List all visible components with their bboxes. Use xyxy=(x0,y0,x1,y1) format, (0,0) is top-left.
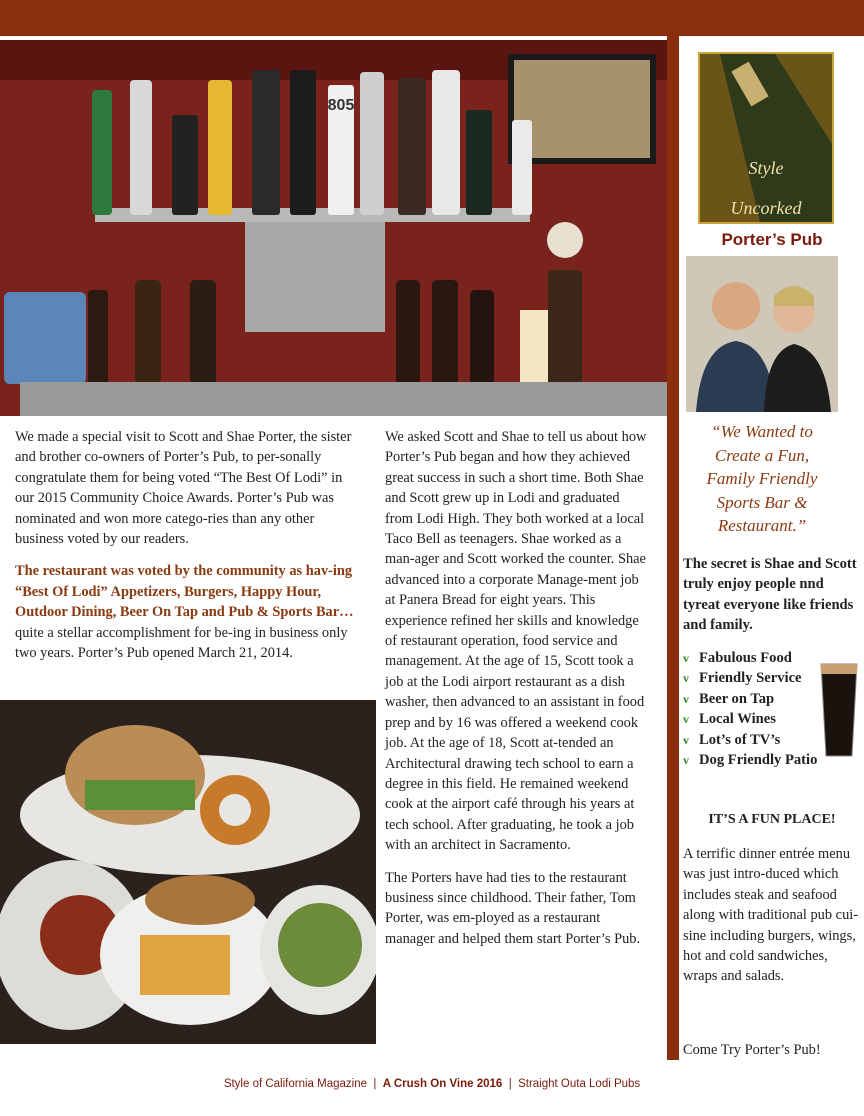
beer-taps-photo xyxy=(0,40,667,416)
article-paragraph: We asked Scott and Shae to tell us about how Porter’s Pub began and how they achieved great success in such a short time. Both Shae and Scott grew up in Lodi and graduated from Lodi High. They both worked at a local Taco Bell as teenagers. Shae worked as a man-ager and Scott worked the counter. Shae advanced into a corporate Manage-ment job at Panera Bread for eight years. This experience refined her skills and knowledge of restaurant operation, food service and management. At the age of 15, Scott took a job at the Lodi airport restaurant as a dish washer, then advanced to an assistant in food prep and by 16 was offered a weekend cook job. At the age of 18, Scott at-tended an Architectural drawing tech school to earn a degree in this field. He remained weekend cook at the airport café through his years at tech school. After graduating, he took a job with an architect in Sacramento. xyxy=(385,429,647,854)
features-list xyxy=(683,648,823,770)
owners-photo xyxy=(686,256,838,412)
logo-line1: Style xyxy=(748,158,784,178)
secret-text: The secret is Shae and Scott truly enjoy people nnd tyreat everyone like friends and family. xyxy=(683,556,857,634)
check-bullet-icon: v xyxy=(683,651,689,665)
list-item: v Local Wines xyxy=(683,711,776,728)
page-footer: Style of California Magazine | A Crush On Vine 2016 | Straight Outa Lodi Pubs xyxy=(223,1078,641,1090)
beer-glass-icon xyxy=(818,660,860,760)
article-paragraph: The restaurant was voted by the community as hav-ing “Best Of Lodi” Appetizers, Burgers, Happy Hour, Outdoor Dining, Beer On Tap and Pub & Sports Bar…quite a stellar accomplishment for be-ing in business only two years. Porter’s Pub opened March 21, 2014. xyxy=(15,563,354,662)
sidebar-quote: “We Wanted to Create a Fun, Family Friendly Sports Bar & Restaurant.” xyxy=(706,422,818,535)
article-column-2 xyxy=(385,427,651,961)
list-item: v Friendly Service xyxy=(683,670,802,687)
article-paragraph: We made a special visit to Scott and Shae Porter, the sister and brother co-owners of Porter’s Pub, to per-sonally congratulate them for being voted “The Best Of Lodi” in our 2015 Community Choice Awards. Porter’s Pub was nominated and won more catego-ries than any other business voted by our readers. xyxy=(15,429,352,548)
list-item: v Dog Friendly Patio xyxy=(683,752,818,769)
check-bullet-icon: v xyxy=(683,712,689,727)
list-item: v Fabulous Food xyxy=(683,650,792,666)
check-bullet-icon: v xyxy=(683,732,689,747)
header-bar xyxy=(0,0,864,36)
food-platter-photo xyxy=(0,700,376,1044)
closing-line: Come Try Porter’s Pub! xyxy=(683,1042,821,1058)
logo-line2: Uncorked xyxy=(730,198,802,218)
menu-paragraph: A terrific dinner entrée menu was just intro-duced which includes steak and seafood along with traditional pub cui-sine including burgers, wings, hot and cold sandwiches, wraps and salads. xyxy=(683,846,859,985)
sidebar-title: Porter’s Pub xyxy=(721,230,823,249)
list-item: v Beer on Tap xyxy=(683,690,775,707)
check-bullet-icon: v xyxy=(683,691,689,706)
article-column-1 xyxy=(15,427,360,675)
style-uncorked-logo xyxy=(698,52,834,224)
article-paragraph: The Porters have had ties to the restaurant business since childhood. Their father, Tom Porter, was em-ployed as a restaurant manager and helped them start Porter’s Pub. xyxy=(385,869,641,947)
check-bullet-icon: v xyxy=(683,671,689,686)
tap-805-label: 805 xyxy=(327,97,355,114)
list-item: v Lot’s of TV’s xyxy=(683,731,781,748)
fun-heading: IT’S A FUN PLACE! xyxy=(708,812,836,827)
awards-highlight: The restaurant was voted by the community as hav-ing “Best Of Lodi” Appetizers, Burgers, Happy Hour, Outdoor Dining, Beer On Tap and Pub & Sports Bar… xyxy=(15,563,354,621)
check-bullet-icon: v xyxy=(683,753,689,768)
sidebar-divider xyxy=(667,36,679,1060)
